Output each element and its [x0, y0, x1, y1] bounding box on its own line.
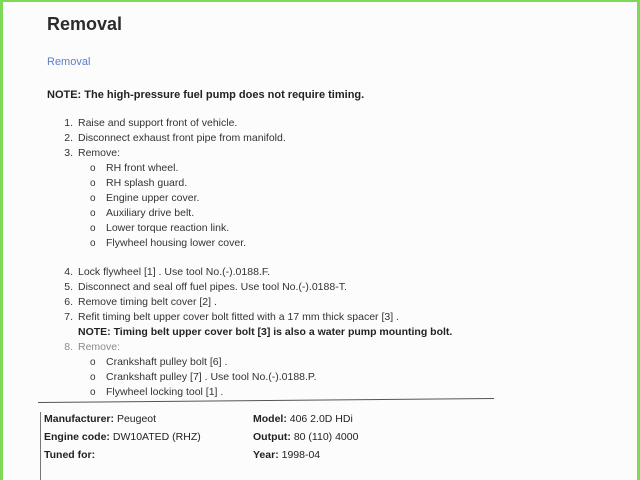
bullet-icon: o — [90, 387, 96, 398]
step-number: 2. — [64, 132, 73, 144]
step-number: 5. — [64, 281, 73, 293]
bullet-icon: o — [90, 208, 96, 219]
step-number: 3. — [64, 147, 73, 159]
note-high-pressure-pump: NOTE: The high-pressure fuel pump does not require timing. — [47, 89, 365, 101]
sub-item-text: Auxiliary drive belt. — [106, 207, 195, 219]
step-text: Remove timing belt cover [2] . — [78, 296, 217, 308]
sub-item-text: Engine upper cover. — [106, 192, 200, 204]
output-cell — [253, 431, 358, 443]
manufacturer-value: Peugeot — [116, 413, 157, 425]
sub-item-text: Lower torque reaction link. — [106, 222, 230, 234]
sub-item-text: Crankshaft pulley [7] . Use tool No.(-).0188.P. — [106, 371, 317, 383]
output-label: Output: — [253, 431, 291, 443]
step-text: Disconnect exhaust front pipe from manifold. — [78, 132, 286, 144]
step-text: Remove: — [78, 147, 121, 159]
bullet-icon: o — [90, 193, 96, 204]
year-cell — [253, 449, 320, 461]
output-value: 80 (110) 4000 — [293, 431, 359, 443]
section-subtitle: Removal — [47, 56, 91, 68]
step-text: Refit timing belt upper cover bolt fitted with a 17 mm thick spacer [3] . — [78, 311, 399, 323]
model-label: Model: — [253, 413, 287, 425]
info-line — [44, 449, 321, 467]
sub-item-text: RH splash guard. — [106, 177, 188, 189]
model-value: 406 2.0D HDi — [289, 413, 353, 425]
step-text: Raise and support front of vehicle. — [78, 117, 238, 129]
info-line — [44, 431, 359, 449]
bullet-icon: o — [90, 223, 96, 234]
bullet-icon: o — [90, 163, 96, 174]
step-number: 6. — [64, 296, 73, 308]
sub-item-text: RH front wheel. — [106, 162, 179, 174]
bullet-icon: o — [90, 178, 96, 189]
step-text: Disconnect and seal off fuel pipes. Use tool No.(-).0188-T. — [78, 281, 347, 293]
page-title: Removal — [47, 14, 123, 34]
manufacturer-label: Manufacturer: — [44, 413, 115, 425]
model-cell — [253, 413, 353, 425]
bullet-icon: o — [90, 372, 96, 383]
sub-item-text: Crankshaft pulley bolt [6] . — [106, 356, 228, 368]
year-label: Year: — [253, 449, 279, 461]
info-line — [44, 413, 353, 431]
tuned-for-label: Tuned for: — [44, 449, 96, 461]
sub-item-text: Flywheel housing lower cover. — [106, 237, 247, 249]
year-value: 1998-04 — [281, 449, 321, 461]
step-text: Remove: — [78, 341, 121, 353]
engine-code-label: Engine code: — [44, 431, 110, 443]
info-box-edge — [40, 412, 41, 480]
step-number: 8. — [64, 341, 73, 353]
vehicle-info-box — [44, 413, 359, 467]
step-text: Lock flywheel [1] . Use tool No.(-).0188.F. — [78, 266, 270, 278]
document-page — [3, 2, 637, 480]
bullet-icon: o — [90, 238, 96, 249]
note-water-pump-bolt: NOTE: Timing belt upper cover bolt [3] is also a water pump mounting bolt. — [78, 326, 453, 338]
sub-item-text: Flywheel locking tool [1] . — [106, 386, 224, 398]
step-number: 7. — [64, 311, 73, 323]
step-number: 4. — [64, 266, 73, 278]
step-number: 1. — [64, 117, 73, 129]
bullet-icon: o — [90, 357, 96, 368]
engine-code-value: DW10ATED (RHZ) — [112, 431, 201, 443]
